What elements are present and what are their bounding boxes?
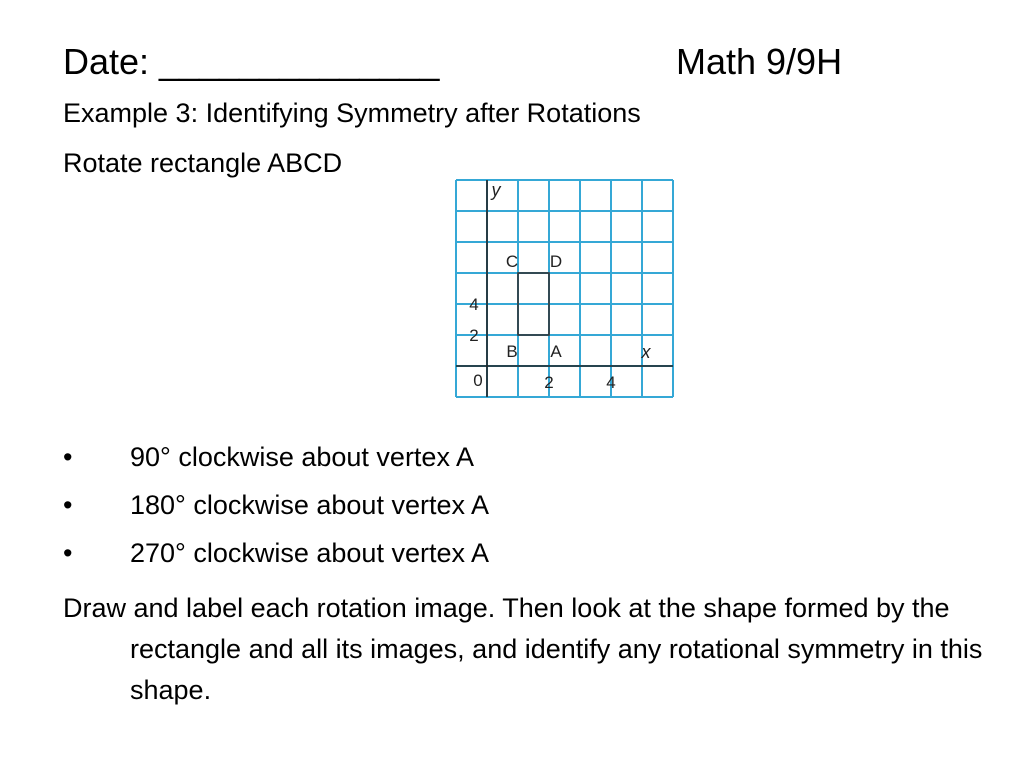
bullet-text: 270° clockwise about vertex A: [130, 538, 489, 568]
vertex-label-a: A: [550, 342, 562, 361]
x-tick-label: 2: [544, 373, 554, 392]
bullet-symbol: •: [63, 442, 73, 472]
date-field-label: Date: ______________: [63, 41, 440, 82]
vertex-label-c: C: [505, 252, 519, 271]
bullet-text: 90° clockwise about vertex A: [130, 442, 474, 472]
instruction-paragraph: Draw and label each rotation image. Then look at the shape formed by the rectangle and all its images, and identify any rotational symmetry in this shape.: [63, 593, 983, 705]
x-axis-label: x: [641, 342, 651, 362]
bullet-text: 180° clockwise about vertex A: [130, 490, 489, 520]
origin-label: 0: [473, 371, 483, 390]
y-tick-label: 2: [469, 326, 479, 345]
instruction-text: Rotate rectangle ABCD: [63, 148, 343, 178]
bullet-symbol: •: [63, 490, 73, 520]
coordinate-grid: [455, 178, 677, 402]
course-title: Math 9/9H: [676, 41, 843, 82]
vertex-label-d: D: [549, 252, 563, 271]
vertex-label-b: B: [506, 342, 518, 361]
y-tick-label: 4: [469, 295, 479, 314]
y-axis-label: y: [491, 180, 501, 200]
bullet-symbol: •: [63, 538, 73, 568]
example-title: Example 3: Identifying Symmetry after Rotations: [63, 98, 641, 128]
x-tick-label: 4: [606, 373, 616, 392]
coordinate-grid-figure: [455, 178, 677, 402]
